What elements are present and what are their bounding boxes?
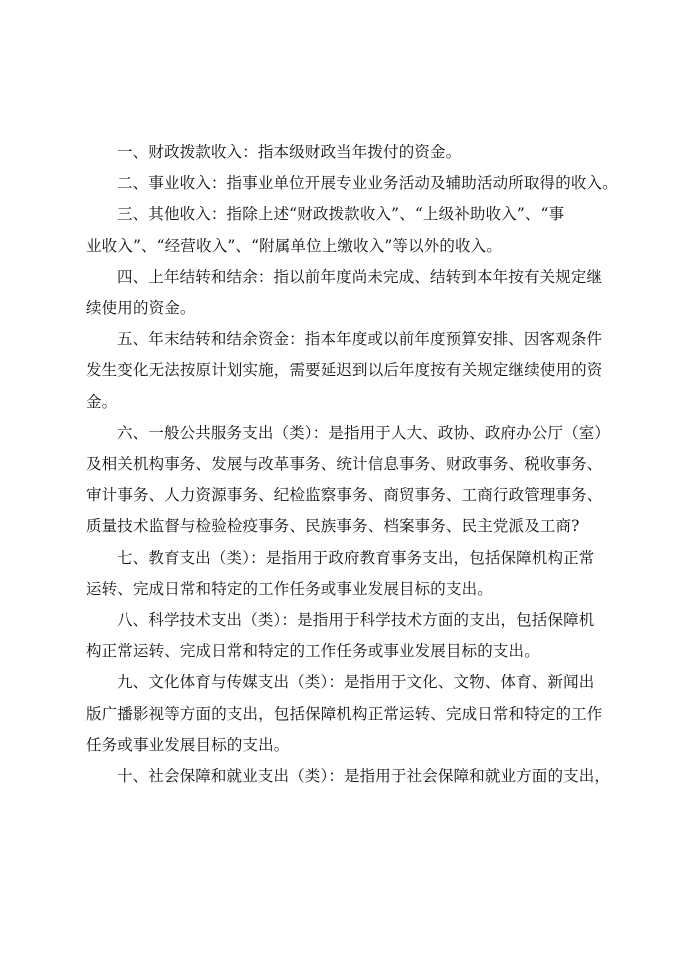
paragraph-4 [86, 262, 603, 324]
paragraph-10 [86, 761, 611, 792]
text-line: 八、科学技术支出（类）：是指用于科学技术方面的支出，包括保障机 [117, 611, 595, 630]
text-line: 六、一般公共服务支出（类）：是指用于人大、政协、政府办公厅（室） [117, 423, 611, 442]
text-line: 运转、完成日常和特定的工作任务或事业发展目标的支出。 [86, 579, 493, 598]
text-line: 发生变化无法按原计划实施，需要延迟到以后年度按有关规定继续使用的资 [86, 361, 603, 380]
text-line: 续使用的资金。 [86, 299, 196, 318]
text-line: 三、其他收入：指除上述“财政拨款收入”、“上级补助收入”、“事 [117, 205, 565, 224]
text-line: 审计事务、人力资源事务、纪检监察事务、商贸事务、工商行政管理事务、 [86, 486, 603, 505]
text-line: 十、社会保障和就业支出（类）：是指用于社会保障和就业方面的支出， [117, 767, 611, 786]
text-line: 四、上年结转和结余：指以前年度尚未完成、结转到本年按有关规定继 [117, 267, 603, 286]
text-line: 质量技术监督与检验检疫事务、民族事务、档案事务、民主党派及工商? [86, 517, 580, 536]
text-line: 版广播影视等方面的支出，包括保障机构正常运转、完成日常和特定的工作 [86, 704, 603, 723]
paragraph-7 [86, 543, 600, 605]
paragraph-2 [86, 168, 618, 199]
text-line: 任务或事业发展目标的支出。 [86, 735, 290, 754]
text-line: 九、文化体育与传媒支出（类）：是指用于文化、文物、体育、新闻出 [117, 673, 595, 692]
text-line: 二、事业收入：指事业单位开展专业业务活动及辅助活动所取得的收入。 [117, 174, 618, 193]
text-line: 一、财政拨款收入：指本级财政当年拨付的资金。 [117, 143, 462, 161]
paragraph-9 [86, 667, 603, 761]
paragraph-1 [86, 137, 600, 168]
text-line: 及相关机构事务、发展与改革事务、统计信息事务、财政事务、税收事务、 [86, 455, 603, 474]
paragraph-5 [86, 324, 603, 418]
paragraph-6 [86, 418, 611, 543]
paragraph-3 [86, 199, 600, 261]
text-line: 金。 [86, 392, 118, 411]
text-line: 五、年末结转和结余资金：指本年度或以前年度预算安排、因客观条件 [117, 330, 603, 349]
text-line: 七、教育支出（类）：是指用于政府教育事务支出，包括保障机构正常 [117, 548, 595, 567]
document-body [86, 137, 618, 792]
text-line: 业收入”、“经营收入”、“附属单位上缴收入”等以外的收入。 [86, 236, 502, 255]
text-line: 构正常运转、完成日常和特定的工作任务或事业发展目标的支出。 [86, 642, 540, 661]
paragraph-8 [86, 605, 600, 667]
